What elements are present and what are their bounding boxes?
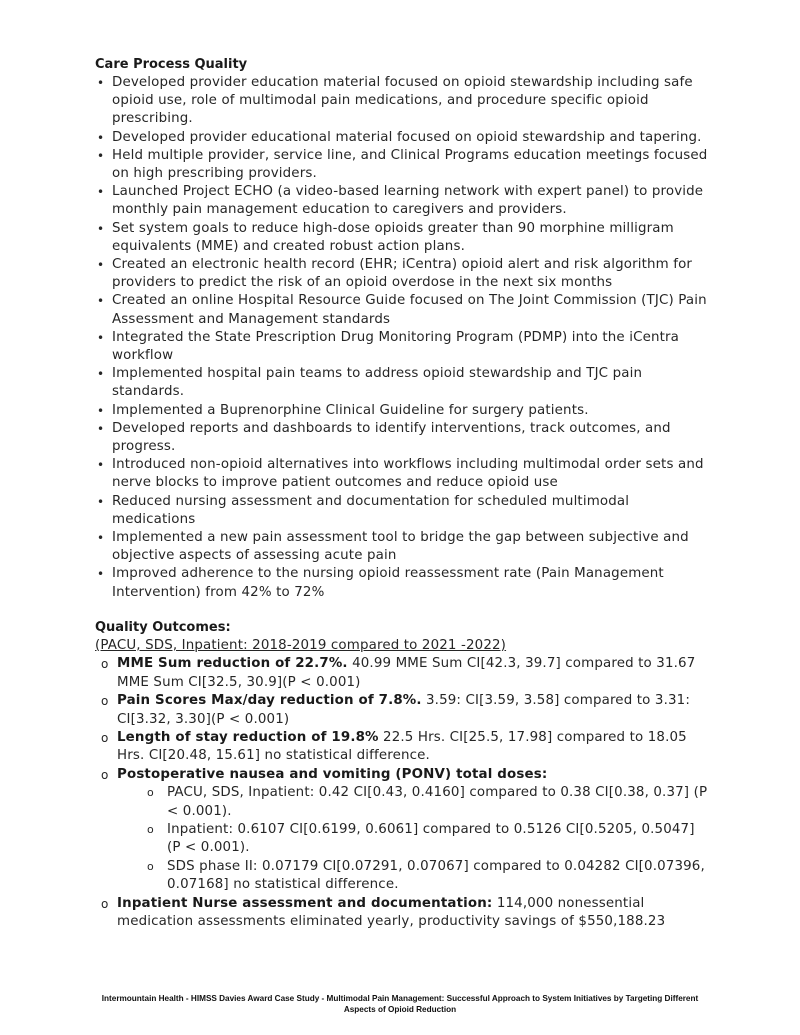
page-content (95, 56, 710, 931)
list-item: • Created an electronic health record (EHR; iCentra) opioid alert and risk algorithm for providers to predict the risk of an opioid overdose in the next six months (95, 256, 710, 292)
care-process-heading: Care Process Quality (95, 57, 248, 72)
outcome-mme-text: 40.99 MME Sum CI[42.3, 39.7] compared to 31.67 MME Sum CI[32.5, 30.9](P < 0.001) (117, 656, 696, 690)
outcome-los-text: 22.5 Hrs. CI[25.5, 17.98] compared to 18.05 Hrs. CI[20.48, 15.61] no statistical difference. (117, 730, 687, 764)
outcome-pain (95, 692, 710, 729)
list-item: • Developed provider educational material focused on opioid stewardship and tapering. (95, 129, 710, 147)
ponv-item: o PACU, SDS, Inpatient: 0.42 CI[0.43, 0.4160] compared to 0.38 CI[0.38, 0.37] (P < 0.001). (145, 784, 710, 821)
list-item: • Held multiple provider, service line, and Clinical Programs education meetings focused on high prescribing providers. (95, 147, 710, 183)
list-item: • Implemented hospital pain teams to address opioid stewardship and TJC pain standards. (95, 365, 710, 401)
outcome-nurse (95, 895, 710, 932)
list-item: • Launched Project ECHO (a video-based learning network with expert panel) to provide monthly pain management education to caregivers and providers. (95, 183, 710, 219)
outcome-los (95, 729, 710, 766)
list-item: • Set system goals to reduce high-dose opioids greater than 90 morphine milligram equivalents (MME) and created robust action plans. (95, 220, 710, 256)
outcomes-period: (PACU, SDS, Inpatient: 2018-2019 compared to 2021 -2022) (95, 637, 507, 653)
list-item: • Created an online Hospital Resource Guide focused on The Joint Commission (TJC) Pain Assessment and Management standards (95, 292, 710, 328)
list-item: • Implemented a new pain assessment tool to bridge the gap between subjective and objective aspects of assessing acute pain (95, 529, 710, 565)
list-item: • Introduced non-opioid alternatives into workflows including multimodal order sets and nerve blocks to improve patient outcomes and reduce opioid use (95, 456, 710, 492)
list-item: • Developed provider education material focused on opioid stewardship including safe opioid use, role of multimodal pain medications, and procedure specific opioid prescribing. (95, 74, 710, 129)
outcome-pain-label: Pain Scores Max/day reduction of 7.8%. (117, 693, 422, 709)
outcomes-list-continued (95, 895, 710, 932)
outcome-ponv (95, 766, 710, 784)
outcome-nurse-label: Inpatient Nurse assessment and documentation: (117, 895, 493, 911)
list-item: • Integrated the State Prescription Drug Monitoring Program (PDMP) into the iCentra workflow (95, 329, 710, 365)
outcomes-list (95, 655, 710, 784)
page-footer (100, 993, 700, 1015)
outcome-pain-text: 3.59: CI[3.59, 3.58] compared to 3.31: CI[3.32, 3.30](P < 0.001) (117, 693, 690, 727)
footer-line-1: Intermountain Health - HIMSS Davies Award Case Study - Multimodal Pain Management: Successful Approach to System Initiatives by Targeting Different (101, 994, 699, 1003)
ponv-item: o SDS phase II: 0.07179 CI[0.07291, 0.07067] compared to 0.04282 CI[0.07396, 0.07168] no statistical difference. (145, 858, 710, 895)
list-item: • Improved adherence to the nursing opioid reassessment rate (Pain Management Intervention) from 42% to 72% (95, 565, 710, 601)
list-item: • Implemented a Buprenorphine Clinical Guideline for surgery patients. (95, 402, 710, 420)
footer-line-2: Aspects of Opioid Reduction (343, 1005, 457, 1014)
ponv-sublist (145, 784, 710, 894)
list-item: • Reduced nursing assessment and documentation for scheduled multimodal medications (95, 493, 710, 529)
outcome-nurse-text: 114,000 nonessential medication assessments eliminated yearly, productivity savings of $550,188.23 (117, 895, 666, 930)
outcome-mme (95, 655, 710, 692)
ponv-item: o Inpatient: 0.6107 CI[0.6199, 0.6061] compared to 0.5126 CI[0.5205, 0.5047] (P < 0.001). (145, 821, 710, 858)
care-process-list (95, 74, 710, 602)
outcome-mme-label: MME Sum reduction of 22.7%. (117, 656, 348, 672)
outcome-los-label: Length of stay reduction of 19.8% (117, 730, 379, 746)
outcome-ponv-label: Postoperative nausea and vomiting (PONV) total doses: (117, 766, 548, 782)
list-item: • Developed reports and dashboards to identify interventions, track outcomes, and progress. (95, 420, 710, 456)
quality-outcomes-heading: Quality Outcomes: (95, 619, 231, 635)
